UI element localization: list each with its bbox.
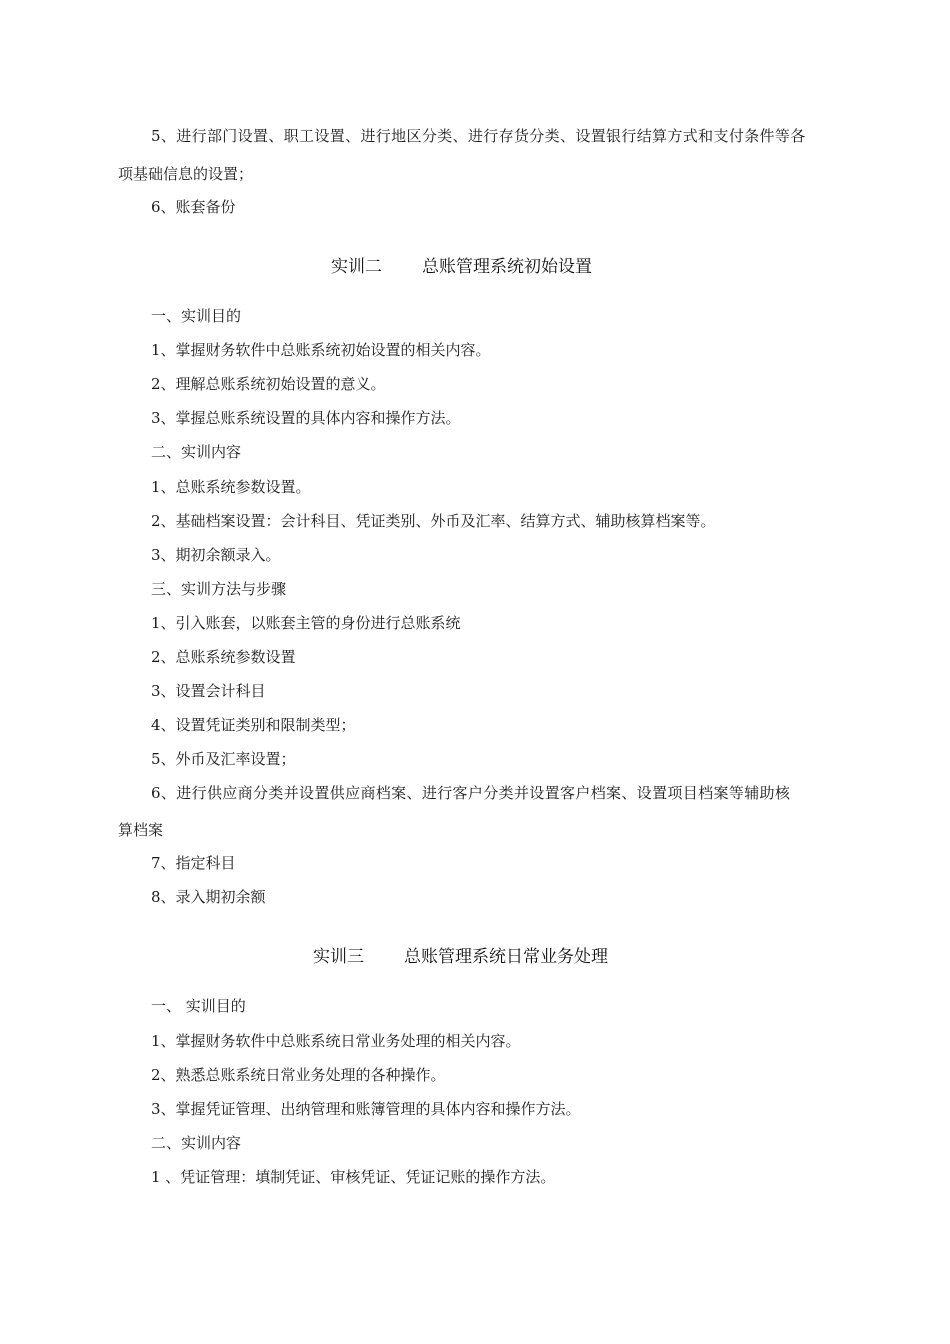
list-item: 3、设置会计科目 xyxy=(151,682,266,700)
paragraph-item-5-line-1: 5、进行部门设置、职工设置、进行地区分类、进行存货分类、设置银行结算方式和支付条件等各 xyxy=(151,127,806,145)
subsection-title-contents: 二、实训内容 xyxy=(151,1134,242,1152)
subsection-title-contents: 二、实训内容 xyxy=(151,443,242,461)
list-item: 7、指定科目 xyxy=(151,854,236,872)
list-item: 2、总账系统参数设置 xyxy=(151,648,296,666)
list-item: 5、外币及汇率设置； xyxy=(151,750,296,768)
list-item: 1 、凭证管理：填制凭证、审核凭证、凭证记账的操作方法。 xyxy=(151,1168,556,1186)
list-item: 1、掌握财务软件中总账系统初始设置的相关内容。 xyxy=(151,341,491,359)
list-item: 3、期初余额录入。 xyxy=(151,546,281,564)
list-item: 3、掌握总账系统设置的具体内容和操作方法。 xyxy=(151,409,461,427)
list-item: 1、掌握财务软件中总账系统日常业务处理的相关内容。 xyxy=(151,1032,521,1050)
paragraph-method-6-line-2: 算档案 xyxy=(118,821,164,839)
list-item: 2、理解总账系统初始设置的意义。 xyxy=(151,375,386,393)
list-item: 3、掌握凭证管理、出纳管理和账簿管理的具体内容和操作方法。 xyxy=(151,1100,581,1118)
subsection-title-methods: 三、实训方法与步骤 xyxy=(151,580,287,598)
list-item: 1、总账系统参数设置。 xyxy=(151,478,311,496)
paragraph-method-6-line-1: 6、进行供应商分类并设置供应商档案、进行客户分类并设置客户档案、设置项目档案等辅助核 xyxy=(151,784,791,802)
list-item: 2、熟悉总账系统日常业务处理的各种操作。 xyxy=(151,1066,446,1084)
list-item: 8、录入期初余额 xyxy=(151,888,266,906)
section-heading-3-number: 实训三 xyxy=(313,947,364,967)
list-item: 1、引入账套，以账套主管的身份进行总账系统 xyxy=(151,614,461,632)
subsection-title-objectives: 一、实训目的 xyxy=(151,307,242,325)
list-item: 4、设置凭证类别和限制类型； xyxy=(151,716,356,734)
section-heading-2 xyxy=(331,256,592,278)
section-heading-2-number: 实训二 xyxy=(331,257,382,277)
section-heading-3-title: 总账管理系统日常业务处理 xyxy=(404,947,608,967)
subsection-title-objectives: 一、 实训目的 xyxy=(151,997,246,1015)
section-heading-3 xyxy=(313,946,608,968)
paragraph-item-6: 6、账套备份 xyxy=(151,198,236,216)
list-item: 2、基础档案设置：会计科目、凭证类别、外币及汇率、结算方式、辅助核算档案等。 xyxy=(151,512,716,530)
section-heading-2-title: 总账管理系统初始设置 xyxy=(422,257,592,277)
paragraph-item-5-line-2: 项基础信息的设置； xyxy=(118,165,254,183)
